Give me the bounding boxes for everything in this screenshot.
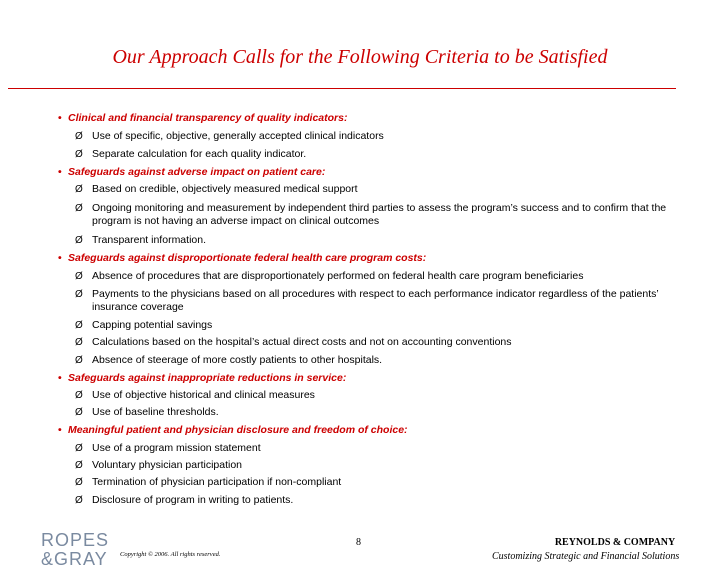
list-item: Ø Disclosure of program in writing to patients. — [75, 494, 294, 506]
title-divider — [8, 88, 676, 89]
firm-tagline: Customizing Strategic and Financial Solutions — [492, 551, 680, 562]
list-item: Ø Ongoing monitoring and measurement by independent third parties to assess the program’s success and to confirm that the program is not having an adverse impact on clinical outcomes — [75, 202, 667, 227]
list-item: Ø Use of specific, objective, generally accepted clinical indicators — [75, 130, 384, 142]
page-title: Our Approach Calls for the Following Criteria to be Satisfied — [112, 46, 608, 68]
copyright-notice: Copyright © 2006. All rights reserved. — [120, 551, 221, 558]
arrow-bullet-icon: Ø — [75, 271, 83, 282]
list-item: Ø Transparent information. — [75, 234, 206, 246]
arrow-bullet-icon: Ø — [75, 443, 83, 454]
arrow-bullet-icon: Ø — [75, 131, 83, 142]
bullet-icon: • — [58, 166, 62, 178]
list-item: Ø Payments to the physicians based on all procedures with respect to each performance indicator regardless of the patients’ insurance coverage — [75, 288, 659, 313]
arrow-bullet-icon: Ø — [75, 407, 83, 418]
list-item: Ø Use of objective historical and clinical measures — [75, 389, 315, 401]
arrow-bullet-icon: Ø — [75, 235, 83, 246]
list-item: Ø Separate calculation for each quality indicator. — [75, 148, 307, 160]
bullet-icon: • — [58, 372, 62, 384]
firm-name: REYNOLDS & COMPANY — [554, 537, 676, 548]
arrow-bullet-icon: Ø — [75, 495, 83, 506]
bullet-icon: • — [58, 252, 62, 264]
list-item: Ø Absence of procedures that are disproportionately performed on federal health care program beneficiaries — [75, 270, 584, 282]
list-item: Ø Calculations based on the hospital’s actual direct costs and not on accounting conventions — [75, 336, 512, 348]
arrow-bullet-icon: Ø — [75, 149, 83, 160]
section-heading: • Meaningful patient and physician disclosure and freedom of choice: — [58, 424, 408, 436]
arrow-bullet-icon: Ø — [75, 289, 83, 300]
list-item: Ø Termination of physician participation if non-compliant — [75, 476, 342, 488]
arrow-bullet-icon: Ø — [75, 184, 83, 195]
page-number: 8 — [356, 537, 361, 548]
arrow-bullet-icon: Ø — [75, 337, 83, 348]
ropes-gray-logo: ROPES &GRAY — [41, 530, 110, 569]
section-heading: • Safeguards against inappropriate reductions in service: — [58, 372, 347, 384]
list-item: Ø Absence of steerage of more costly patients to other hospitals. — [75, 354, 383, 366]
list-item: Ø Voluntary physician participation — [75, 459, 243, 471]
bullet-icon: • — [58, 424, 62, 436]
bullet-icon: • — [58, 112, 62, 124]
list-item: Ø Use of baseline thresholds. — [75, 406, 219, 418]
section-heading: • Safeguards against disproportionate federal health care program costs: — [58, 252, 427, 264]
section-heading: • Clinical and financial transparency of quality indicators: — [58, 112, 348, 124]
arrow-bullet-icon: Ø — [75, 320, 83, 331]
arrow-bullet-icon: Ø — [75, 390, 83, 401]
list-item: Ø Based on credible, objectively measured medical support — [75, 183, 358, 195]
list-item: Ø Capping potential savings — [75, 319, 213, 331]
arrow-bullet-icon: Ø — [75, 355, 83, 366]
section-heading: • Safeguards against adverse impact on patient care: — [58, 166, 326, 178]
arrow-bullet-icon: Ø — [75, 460, 83, 471]
list-item: Ø Use of a program mission statement — [75, 442, 261, 454]
arrow-bullet-icon: Ø — [75, 203, 83, 214]
arrow-bullet-icon: Ø — [75, 477, 83, 488]
